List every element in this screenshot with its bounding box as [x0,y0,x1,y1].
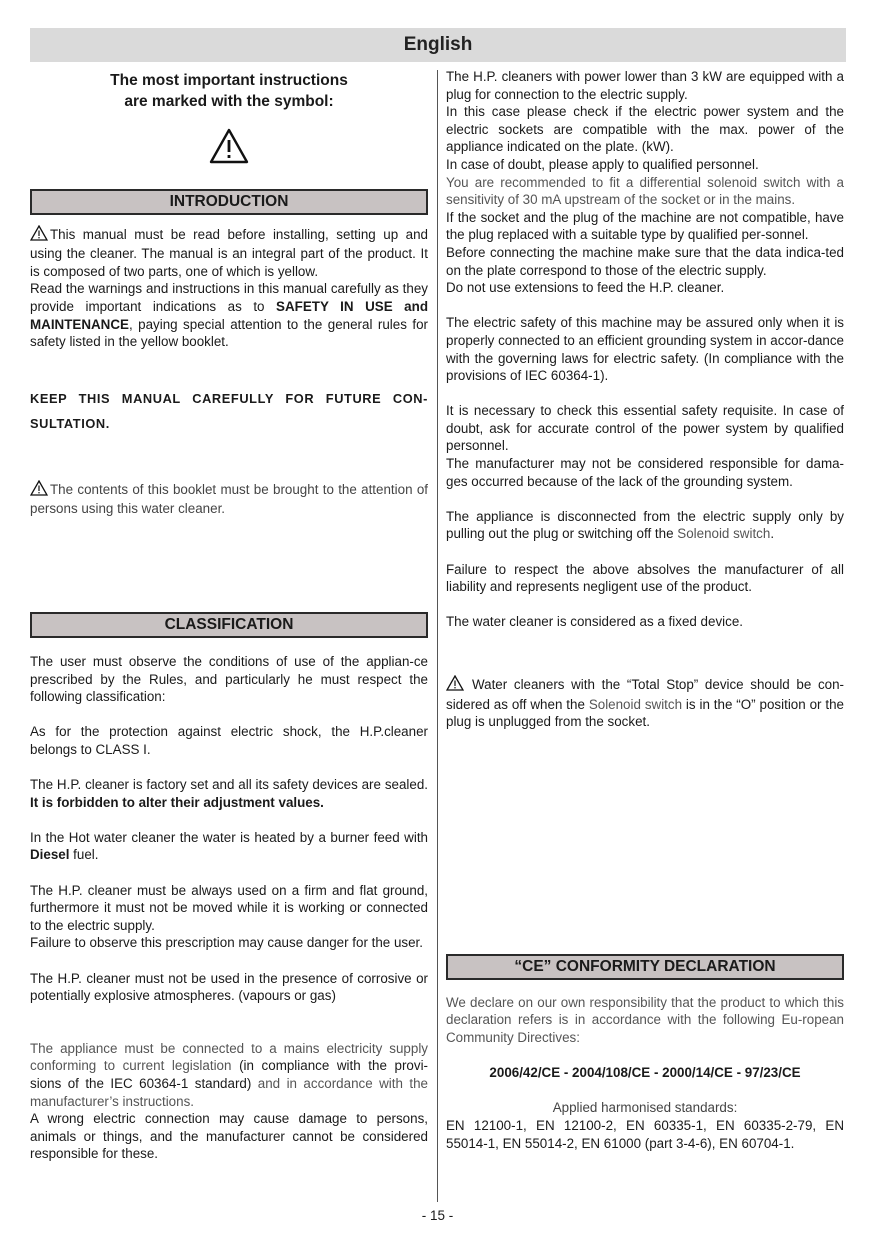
electric-paragraph: The water cleaner is considered as a fixed device. [446,614,743,630]
electric-paragraph: Do not use extensions to feed the H.P. cleaner. [446,280,725,296]
electric-paragraph: If the socket and the plug of the machine are not compatible, have the plug replaced with a suitable type by qualified per-sonnel. [446,209,844,243]
electric-paragraph: Failure to respect the above absolves the manufacturer of all liability and represents negligent use of the product. [446,561,844,595]
electric-paragraph: The manufacturer may not be considered responsible for dama-ges occurred because of the lack of the grounding system. [446,456,844,489]
classification-paragraph: Failure to observe this prescription may cause danger for the user. [30,935,423,951]
electric-paragraph: It is necessary to check this essential safety requisite. In case of doubt, ask for accurate control of the power system by qualified personnel. [446,403,844,454]
introduction-heading: INTRODUCTION [30,189,428,215]
total-stop-note: Water cleaners with the “Total Stop” device should be con-sidered as off when the Solenoid switch is in the “O” position or the plug is unplugged from the socket. [446,677,845,730]
warning-icon [30,128,428,169]
warning-icon [30,225,48,246]
page-number: - 15 - [421,1208,454,1223]
electric-paragraph: In this case please check if the electric power system and the electric sockets are compatible with the max. power of the appliance indicated on the plate. (kW). [446,104,844,155]
important-instructions-title: The most important instructions are marked with the symbol: [110,72,348,110]
electric-paragraph: The electric safety of this machine may be assured only when it is properly connected to an efficient grounding system in accor-dance with the governing laws for electric safety. (In compliance with the provisions of IEC 60364-1). [446,315,844,384]
classification-paragraph: The appliance must be connected to a mains electricity supply conforming to current legislation (in compliance with the provi-sions of the IEC 60364-1 standard) and in accordance with the manufacturer’s instructions. [30,1040,428,1109]
keep-manual-note: KEEP THIS MANUAL CAREFULLY FOR FUTURE CON-SULTATION. [30,390,428,431]
column-divider [437,70,438,1202]
ce-declaration-paragraph: We declare on our own responsibility that the product to which this declaration refers is in accordance with the following Eu-ropean Community Directives: [446,994,844,1045]
language-header: English [30,28,846,62]
warning-icon [30,480,48,501]
classification-paragraph: The H.P. cleaner is factory set and all its safety devices are sealed. It is forbidden to alter their adjustment values. [30,777,428,810]
classification-heading: CLASSIFICATION [30,612,428,638]
left-column [30,68,428,1163]
electric-paragraph: You are recommended to fit a differential solenoid switch with a sensitivity of 30 mA upstream of the socket or in the mains. [446,174,844,208]
ce-standards-title: Applied harmonised standards: [552,1100,738,1116]
classification-paragraph: The H.P. cleaner must not be used in the presence of corrosive or potentially explosive atmospheres. (vapours or gas) [30,970,428,1004]
electric-paragraph: Before connecting the machine make sure that the data indica-ted on the plate correspond to those of the electric supply. [446,244,844,278]
electric-paragraph: In case of doubt, please apply to qualified personnel. [446,156,759,172]
electric-paragraph: The H.P. cleaners with power lower than 3 kW are equipped with a plug for connection to the electric supply. [446,69,844,102]
right-column [446,68,844,1152]
ce-conformity-heading: “CE” CONFORMITY DECLARATION [446,954,844,980]
classification-paragraph: The H.P. cleaner must be always used on a firm and flat ground, furthermore it must not be moved while it is working or connected to the electric supply. [30,882,428,933]
ce-standards-list: EN 12100-1, EN 12100-2, EN 60335-1, EN 60335-2-79, EN 55014-1, EN 55014-2, EN 61000 (part 3-4-6), EN 60704-1. [446,1117,844,1151]
contents-note: The contents of this booklet must be brought to the attention of persons using this water cleaner. [30,481,428,517]
ce-directives: 2006/42/CE - 2004/108/CE - 2000/14/CE - 97/23/CE [489,1065,801,1081]
classification-paragraph: A wrong electric connection may cause damage to persons, animals or things, and the manufacturer cannot be considered responsible for these. [30,1111,428,1162]
warning-icon [446,675,464,696]
intro-paragraph: Read the warnings and instructions in this manual carefully as they provide important indications as to SAFETY IN USE and MAINTENANCE, paying special attention to the general rules for safety listed in the yellow booklet. [30,281,428,350]
classification-paragraph: The user must observe the conditions of use of the applian-ce prescribed by the Rules, and particularly he must respect the following classification: [30,653,428,705]
electric-paragraph: The appliance is disconnected from the electric supply only by pulling out the plug or switching off the Solenoid switch. [446,508,844,542]
classification-paragraph: In the Hot water cleaner the water is heated by a burner feed with Diesel fuel. [30,829,428,863]
intro-paragraph: This manual must be read before installing, setting up and using the cleaner. The manual is an integral part of the product. It is composed of two parts, one of which is yellow. [30,226,428,279]
classification-paragraph: As for the protection against electric shock, the H.P.cleaner belongs to CLASS I. [30,724,428,757]
